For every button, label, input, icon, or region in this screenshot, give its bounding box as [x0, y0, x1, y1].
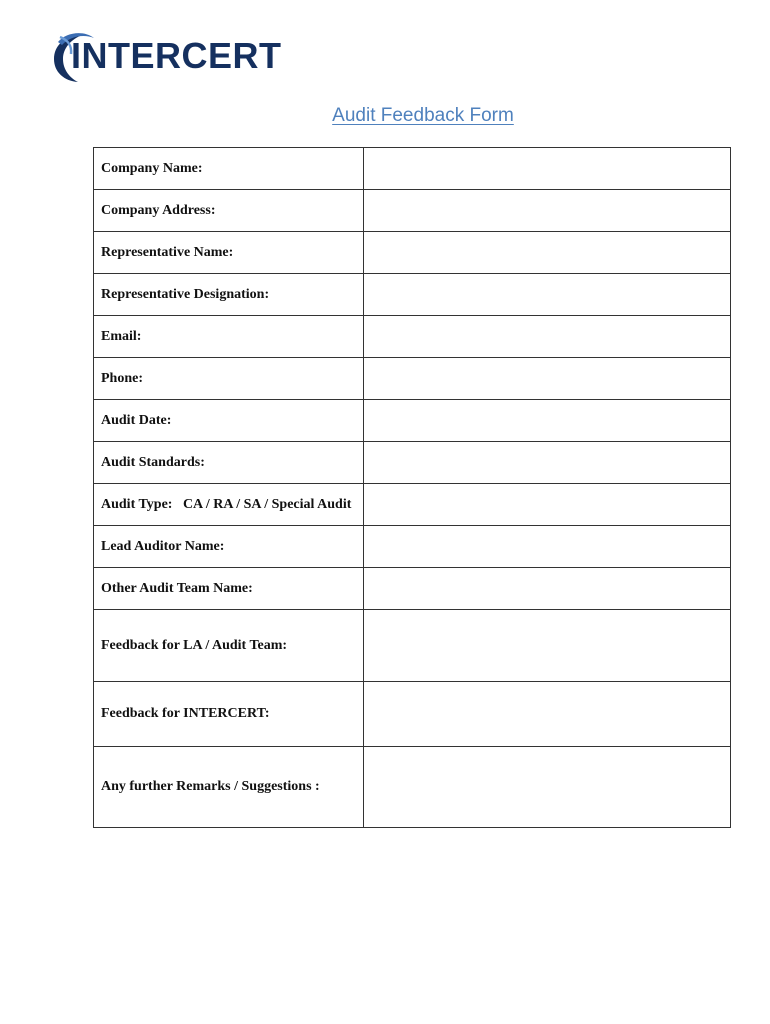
table-row: [94, 400, 731, 442]
table-row: [94, 526, 731, 568]
field-label: Phone:: [94, 358, 364, 400]
field-label: Feedback for INTERCERT:: [94, 682, 364, 747]
phone-field[interactable]: [364, 358, 731, 400]
representative-designation-field[interactable]: [364, 274, 731, 316]
field-label: Other Audit Team Name:: [94, 568, 364, 610]
email-field[interactable]: [364, 316, 731, 358]
intercert-logo: [50, 28, 280, 88]
field-label: Representative Designation:: [94, 274, 364, 316]
field-label: Any further Remarks / Suggestions :: [94, 747, 364, 828]
table-row: [94, 747, 731, 828]
table-row: [94, 568, 731, 610]
table-row: [94, 682, 731, 747]
field-label: Email:: [94, 316, 364, 358]
other-audit-team-name-field[interactable]: [364, 568, 731, 610]
field-label: Lead Auditor Name:: [94, 526, 364, 568]
field-label: Audit Date:: [94, 400, 364, 442]
field-label: Company Address:: [94, 190, 364, 232]
field-label: Representative Name:: [94, 232, 364, 274]
feedback-intercert-field[interactable]: [364, 682, 731, 747]
field-label: Audit Type: CA / RA / SA / Special Audit: [94, 484, 364, 526]
company-name-field[interactable]: [364, 148, 731, 190]
table-row: [94, 358, 731, 400]
audit-type-field[interactable]: [364, 484, 731, 526]
remarks-suggestions-field[interactable]: [364, 747, 731, 828]
table-row: [94, 190, 731, 232]
field-label: Audit Standards:: [94, 442, 364, 484]
feedback-la-team-field[interactable]: [364, 610, 731, 682]
table-row: [94, 232, 731, 274]
audit-date-field[interactable]: [364, 400, 731, 442]
feedback-form-table: [93, 147, 731, 828]
table-row: [94, 274, 731, 316]
field-label: Company Name:: [94, 148, 364, 190]
table-row: [94, 148, 731, 190]
audit-standards-field[interactable]: [364, 442, 731, 484]
field-label: Feedback for LA / Audit Team:: [94, 610, 364, 682]
table-row: [94, 316, 731, 358]
table-row: [94, 442, 731, 484]
table-row: [94, 484, 731, 526]
company-address-field[interactable]: [364, 190, 731, 232]
representative-name-field[interactable]: [364, 232, 731, 274]
form-title: Audit Feedback Form: [332, 105, 514, 126]
table-row: [94, 610, 731, 682]
logo-text: INTERCERT: [71, 35, 282, 76]
lead-auditor-name-field[interactable]: [364, 526, 731, 568]
